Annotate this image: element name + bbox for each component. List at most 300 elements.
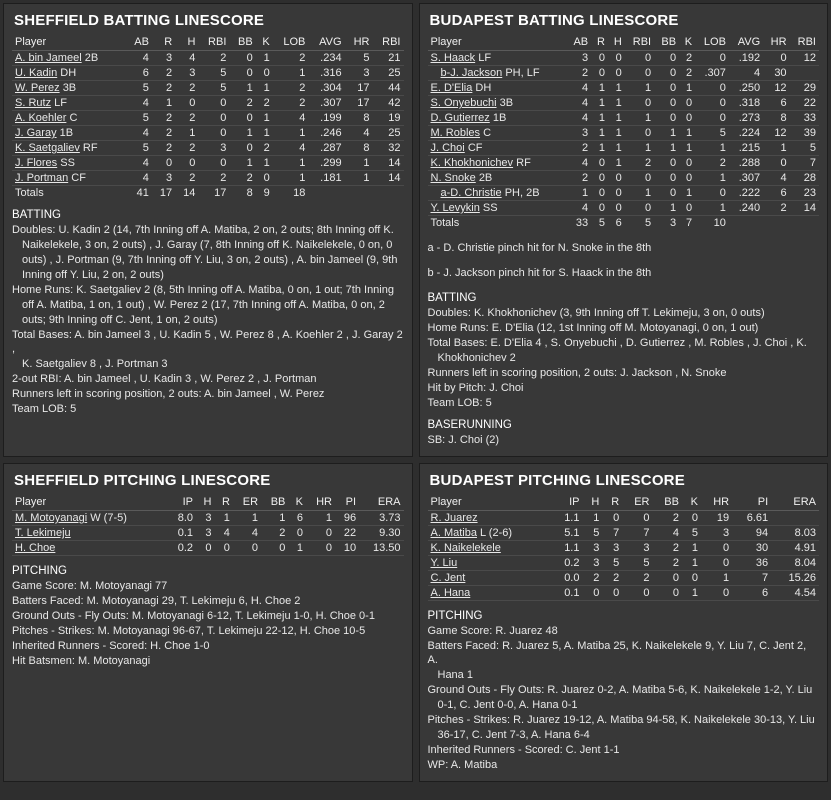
player-cell bbox=[428, 171, 567, 186]
col-lob: LOB bbox=[695, 34, 729, 51]
player-name-link[interactable]: N. Snoke bbox=[430, 172, 476, 184]
stat-bb: 2 bbox=[653, 511, 682, 526]
col-r: R bbox=[591, 34, 608, 51]
player-name-link[interactable]: K. Saetgaliev bbox=[15, 142, 80, 154]
stat-hr: 1 bbox=[763, 141, 789, 156]
stat-hr: 0 bbox=[306, 526, 335, 541]
player-name-link[interactable]: D. Gutierrez bbox=[430, 112, 490, 124]
player-name-link[interactable]: H. Choe bbox=[15, 542, 56, 554]
pitching-notes-section bbox=[428, 609, 820, 772]
stat-r: 0 bbox=[152, 156, 175, 171]
player-name-link[interactable]: E. D'Elia bbox=[430, 82, 473, 94]
player-position: DH bbox=[475, 82, 492, 94]
stat-rbi: 0 bbox=[198, 96, 229, 111]
player-position: 1B bbox=[492, 112, 507, 124]
stat-hr: 30 bbox=[763, 66, 789, 81]
stat-rbi: 0 bbox=[625, 171, 654, 186]
stat-k: 0 bbox=[288, 526, 306, 541]
stat-hr: 1 bbox=[306, 511, 335, 526]
totals-r: 17 bbox=[152, 186, 175, 201]
note-line: K. Saetgaliev 8 , J. Portman 3 bbox=[22, 358, 168, 370]
table-row[interactable] bbox=[12, 81, 404, 96]
col-bb: BB bbox=[654, 34, 679, 51]
stat-h: 1 bbox=[582, 511, 602, 526]
stat-ip: 1.1 bbox=[552, 511, 582, 526]
table-row[interactable] bbox=[428, 586, 820, 601]
player-name-link[interactable]: M. Robles bbox=[430, 127, 481, 139]
player-name-link[interactable]: K. Khokhonichev bbox=[430, 157, 514, 169]
stat-lob: 0 bbox=[695, 51, 729, 66]
note-line: Team LOB: 5 bbox=[427, 397, 492, 409]
player-name-link[interactable]: S. Haack bbox=[430, 52, 476, 64]
player-name-link[interactable]: S. Onyebuchi bbox=[430, 97, 497, 109]
stat-r: 2 bbox=[152, 111, 175, 126]
col-rbi-season: RBI bbox=[790, 34, 819, 51]
stat-ab: 3 bbox=[566, 51, 591, 66]
stat-k: 1 bbox=[679, 186, 695, 201]
stat-k: 1 bbox=[256, 111, 273, 126]
table-row[interactable] bbox=[12, 511, 404, 526]
player-position: PH, LF bbox=[505, 67, 540, 79]
stat-avg: .304 bbox=[308, 81, 344, 96]
stat-bb: 2 bbox=[261, 526, 288, 541]
stat-ip: 0.2 bbox=[168, 541, 196, 556]
stat-k: 1 bbox=[679, 126, 695, 141]
player-position: RF bbox=[516, 157, 531, 169]
stat-hr: 0 bbox=[763, 51, 789, 66]
totals-hr bbox=[763, 216, 789, 231]
player-position: C bbox=[69, 112, 78, 124]
stat-h: 1 bbox=[608, 141, 625, 156]
player-name-link[interactable]: b-J. Jackson bbox=[440, 67, 503, 79]
stat-rbi: 0 bbox=[625, 51, 654, 66]
stat-rbi-season: 32 bbox=[372, 141, 403, 156]
player-name-link[interactable]: Y. Levykin bbox=[430, 202, 480, 214]
stat-k: 0 bbox=[679, 96, 695, 111]
panel-title: SHEFFIELD BATTING LINESCORE bbox=[14, 12, 265, 29]
pitching-notes-section bbox=[12, 564, 404, 668]
totals-k: 9 bbox=[256, 186, 273, 201]
player-position: SS bbox=[482, 202, 498, 214]
stat-k: 2 bbox=[679, 51, 695, 66]
stat-hr: 3 bbox=[345, 66, 373, 81]
stat-h: 1 bbox=[608, 111, 625, 126]
player-name-link[interactable]: A. Hana bbox=[430, 587, 471, 599]
player-position: CF bbox=[467, 142, 483, 154]
player-name-link[interactable]: J. Choi bbox=[430, 142, 465, 154]
stat-era: 8.04 bbox=[771, 556, 819, 571]
stat-hr: 12 bbox=[763, 81, 789, 96]
stat-h: 3 bbox=[582, 541, 602, 556]
stat-rbi-season: 28 bbox=[790, 171, 819, 186]
stat-bb: 2 bbox=[229, 171, 255, 186]
player-name-link[interactable]: M. Motoyanagi bbox=[15, 512, 88, 524]
stat-r: 0 bbox=[214, 541, 232, 556]
stat-r: 1 bbox=[591, 111, 608, 126]
stat-rbi-season bbox=[790, 66, 819, 81]
stat-ip: 0.2 bbox=[552, 556, 582, 571]
table-row[interactable] bbox=[12, 141, 404, 156]
table-row[interactable] bbox=[428, 541, 820, 556]
stat-k: 5 bbox=[682, 526, 701, 541]
table-row[interactable] bbox=[12, 111, 404, 126]
player-position: 2B bbox=[84, 52, 99, 64]
col-k: K bbox=[679, 34, 695, 51]
stat-era: 9.30 bbox=[359, 526, 403, 541]
note-line: outs) , J. Portman (9, 7th Inning off Y. Liu, 3 on, 2 outs) , A. bin Jameel (9, 9th bbox=[22, 254, 398, 266]
stat-bb: 0 bbox=[653, 571, 682, 586]
stat-k: 1 bbox=[679, 81, 695, 96]
stat-k: 1 bbox=[679, 141, 695, 156]
stat-lob: 1 bbox=[273, 66, 309, 81]
panel-title: BUDAPEST PITCHING LINESCORE bbox=[429, 472, 685, 489]
stat-pi: 22 bbox=[335, 526, 359, 541]
player-name-link[interactable]: A. Koehler bbox=[15, 112, 67, 124]
player-cell bbox=[428, 141, 567, 156]
note-line: Ground Outs - Fly Outs: R. Juarez 0-2, A. Matiba 5-6, K. Naikelekele 1-2, Y. Liu bbox=[427, 684, 813, 696]
stat-rbi-season: 14 bbox=[372, 171, 403, 186]
col-bb: BB bbox=[653, 494, 682, 511]
header-row bbox=[12, 34, 404, 51]
totals-rbi: 17 bbox=[198, 186, 229, 201]
table-row[interactable] bbox=[428, 186, 820, 201]
note-line: Doubles: K. Khokhonichev (3, 9th Inning off T. Lekimeju, 3 on, 0 outs) bbox=[427, 307, 765, 319]
note-line: off A. Matiba, 1 on, 1 out) , W. Perez 2 (17, 7th Inning off A. Matiba, 0 on, 2 bbox=[22, 299, 385, 311]
sheffield-batting-panel bbox=[3, 3, 413, 457]
note-line: Pitches - Strikes: M. Motoyanagi 96-67, T. Lekimeju 22-12, H. Choe 10-5 bbox=[12, 625, 366, 637]
totals-lob: 18 bbox=[273, 186, 309, 201]
player-name-link[interactable]: A. Matiba bbox=[430, 527, 477, 539]
stat-bb: 0 bbox=[229, 111, 255, 126]
stat-rbi-season: 19 bbox=[372, 111, 403, 126]
player-name-link[interactable]: R. Juarez bbox=[430, 512, 478, 524]
totals-label: Totals bbox=[12, 186, 126, 201]
stat-k: 1 bbox=[288, 541, 306, 556]
player-name-link[interactable]: C. Jent bbox=[430, 572, 466, 584]
stat-pi: 6.61 bbox=[732, 511, 771, 526]
totals-ab: 41 bbox=[126, 186, 152, 201]
stat-avg: .222 bbox=[729, 186, 763, 201]
table-row[interactable] bbox=[428, 511, 820, 526]
pitching-row bbox=[0, 460, 831, 785]
note-line: Batters Faced: M. Motoyanagi 29, T. Lekimeju 6, H. Choe 2 bbox=[12, 595, 301, 607]
stat-r: 0 bbox=[591, 156, 608, 171]
stat-ab: 6 bbox=[126, 66, 152, 81]
stat-avg: 4 bbox=[729, 66, 763, 81]
stat-hr: 1 bbox=[701, 571, 732, 586]
totals-r: 5 bbox=[591, 216, 608, 231]
table-row[interactable] bbox=[12, 96, 404, 111]
player-cell bbox=[12, 81, 126, 96]
stat-hr: 0 bbox=[306, 541, 335, 556]
stat-bb: 0 bbox=[654, 66, 679, 81]
sheffield-pitching-table bbox=[12, 494, 404, 556]
player-name-link[interactable]: T. Lekimeju bbox=[15, 527, 71, 539]
stat-k: 1 bbox=[682, 556, 701, 571]
table-row[interactable] bbox=[428, 81, 820, 96]
table-row[interactable] bbox=[428, 141, 820, 156]
stat-lob: 1 bbox=[695, 201, 729, 216]
col-k: K bbox=[682, 494, 701, 511]
stat-hr: 1 bbox=[345, 156, 373, 171]
note-line: outs; 9th Inning off C. Jent, 1 on, 2 outs) bbox=[22, 314, 218, 326]
stat-avg: .318 bbox=[729, 96, 763, 111]
player-name-link[interactable]: A. bin Jameel bbox=[15, 52, 82, 64]
table-row[interactable] bbox=[428, 156, 820, 171]
stat-rbi: 1 bbox=[625, 186, 654, 201]
stat-bb: 0 bbox=[654, 111, 679, 126]
budapest-batting-table bbox=[428, 34, 820, 230]
note-line: Khokhonichev 2 bbox=[437, 352, 516, 364]
note-line: 36-17, C. Jent 7-3, A. Hana 6-4 bbox=[437, 729, 590, 741]
stat-rbi: 0 bbox=[625, 126, 654, 141]
stat-avg: .234 bbox=[308, 51, 344, 66]
table-header bbox=[428, 34, 820, 51]
col-h: H bbox=[175, 34, 198, 51]
player-cell bbox=[12, 66, 126, 81]
totals-h: 14 bbox=[175, 186, 198, 201]
table-row[interactable] bbox=[428, 66, 820, 81]
stat-er: 3 bbox=[622, 541, 652, 556]
totals-ab: 33 bbox=[566, 216, 591, 231]
stat-ab: 4 bbox=[566, 201, 591, 216]
stat-k: 2 bbox=[256, 141, 273, 156]
stat-r: 5 bbox=[602, 556, 622, 571]
table-row[interactable] bbox=[428, 126, 820, 141]
note-line: Inherited Runners - Scored: H. Choe 1-0 bbox=[12, 640, 210, 652]
player-name-link[interactable]: J. Portman bbox=[15, 172, 69, 184]
stat-rbi: 1 bbox=[625, 141, 654, 156]
stat-pi: 30 bbox=[732, 541, 771, 556]
note-line: Runners left in scoring position, 2 outs: A. bin Jameel , W. Perez bbox=[12, 388, 325, 400]
stat-bb: 0 bbox=[654, 186, 679, 201]
stat-er: 0 bbox=[622, 511, 652, 526]
stat-hr: 17 bbox=[345, 81, 373, 96]
stat-h: 5 bbox=[582, 526, 602, 541]
stat-rbi: 0 bbox=[625, 96, 654, 111]
stat-ab: 4 bbox=[566, 111, 591, 126]
stat-r: 0 bbox=[602, 511, 622, 526]
totals-row bbox=[428, 216, 820, 231]
header-row bbox=[428, 34, 820, 51]
stat-r: 4 bbox=[214, 526, 232, 541]
stat-r: 1 bbox=[591, 96, 608, 111]
player-position: CF bbox=[71, 172, 86, 184]
stat-k: 0 bbox=[679, 156, 695, 171]
table-row[interactable] bbox=[428, 96, 820, 111]
totals-rbi: 5 bbox=[625, 216, 654, 231]
stat-avg: .273 bbox=[729, 111, 763, 126]
stat-r: 2 bbox=[152, 141, 175, 156]
player-name-link[interactable]: a-D. Christie bbox=[440, 187, 502, 199]
stat-rbi: 1 bbox=[625, 111, 654, 126]
totals-h: 6 bbox=[608, 216, 625, 231]
player-cell bbox=[428, 556, 553, 571]
table-body bbox=[12, 51, 404, 201]
stat-r: 1 bbox=[214, 511, 232, 526]
stat-hr: 8 bbox=[345, 141, 373, 156]
col-avg: AVG bbox=[308, 34, 344, 51]
stat-hr: 0 bbox=[701, 556, 732, 571]
stat-r: 2 bbox=[152, 81, 175, 96]
col-pi: PI bbox=[732, 494, 771, 511]
stat-hr: 0 bbox=[701, 586, 732, 601]
stat-pi: 6 bbox=[732, 586, 771, 601]
stat-lob: 2 bbox=[273, 81, 309, 96]
stat-er: 1 bbox=[233, 511, 261, 526]
table-row[interactable] bbox=[428, 556, 820, 571]
player-cell bbox=[12, 171, 126, 186]
table-header bbox=[12, 494, 404, 511]
section-head: BASERUNNING bbox=[427, 419, 512, 431]
table-row[interactable] bbox=[12, 541, 404, 556]
stat-rbi: 2 bbox=[198, 51, 229, 66]
player-cell bbox=[428, 81, 567, 96]
stat-rbi-season: 22 bbox=[790, 96, 819, 111]
section-head: PITCHING bbox=[427, 610, 483, 622]
stat-er: 5 bbox=[622, 556, 652, 571]
player-position: 3B bbox=[62, 82, 77, 94]
stat-avg: .287 bbox=[308, 141, 344, 156]
stat-pi: 36 bbox=[732, 556, 771, 571]
section-head: BATTING bbox=[427, 292, 477, 304]
stat-r: 0 bbox=[591, 51, 608, 66]
table-row[interactable] bbox=[12, 526, 404, 541]
stat-r: 0 bbox=[591, 201, 608, 216]
col-ip: IP bbox=[168, 494, 196, 511]
stat-ip: 0.0 bbox=[552, 571, 582, 586]
stat-lob: 5 bbox=[695, 126, 729, 141]
stat-r: 7 bbox=[602, 526, 622, 541]
stat-rbi-season: 14 bbox=[790, 201, 819, 216]
table-row[interactable] bbox=[428, 571, 820, 586]
stat-ab: 4 bbox=[566, 156, 591, 171]
stat-hr: 8 bbox=[763, 111, 789, 126]
player-position: 2B bbox=[478, 172, 493, 184]
player-name-link[interactable]: J. Garay bbox=[15, 127, 57, 139]
stat-bb: 1 bbox=[261, 511, 288, 526]
stat-avg: .240 bbox=[729, 201, 763, 216]
totals-hr bbox=[345, 186, 373, 201]
stat-k: 0 bbox=[682, 511, 701, 526]
stat-hr: 2 bbox=[763, 201, 789, 216]
note-line: WP: A. Matiba bbox=[427, 759, 498, 771]
player-cell bbox=[428, 526, 553, 541]
col-hr: HR bbox=[345, 34, 373, 51]
stat-ab: 4 bbox=[126, 171, 152, 186]
stat-rbi: 0 bbox=[198, 126, 229, 141]
stat-era: 4.54 bbox=[771, 586, 819, 601]
stat-h: 1 bbox=[175, 126, 198, 141]
player-cell bbox=[428, 571, 553, 586]
stat-lob: 1 bbox=[273, 156, 309, 171]
stat-rbi-season: 44 bbox=[372, 81, 403, 96]
table-row[interactable] bbox=[12, 66, 404, 81]
player-name-link[interactable]: S. Rutz bbox=[15, 97, 52, 109]
budapest-batting-panel bbox=[419, 3, 829, 457]
totals-rbi-season bbox=[790, 216, 819, 231]
stat-lob: 2 bbox=[695, 156, 729, 171]
player-name-link[interactable]: W. Perez bbox=[15, 82, 60, 94]
stat-k: 0 bbox=[256, 171, 273, 186]
table-row[interactable] bbox=[12, 126, 404, 141]
stat-k: 0 bbox=[682, 571, 701, 586]
player-position: SS bbox=[60, 157, 75, 169]
stat-k: 2 bbox=[256, 96, 273, 111]
note-line: Home Runs: E. D'Elia (12, 1st Inning off M. Motoyanagi, 0 on, 1 out) bbox=[427, 322, 759, 334]
totals-bb: 8 bbox=[229, 186, 255, 201]
player-name-link[interactable]: J. Flores bbox=[15, 157, 58, 169]
stat-rbi-season: 25 bbox=[372, 66, 403, 81]
stat-bb: 0 bbox=[261, 541, 288, 556]
table-row[interactable] bbox=[12, 171, 404, 186]
stat-er: 0 bbox=[622, 586, 652, 601]
stat-avg: .299 bbox=[308, 156, 344, 171]
header-row bbox=[12, 494, 404, 511]
col-era: ERA bbox=[771, 494, 819, 511]
totals-bb: 3 bbox=[654, 216, 679, 231]
col-k: K bbox=[288, 494, 306, 511]
table-row[interactable] bbox=[428, 171, 820, 186]
table-row[interactable] bbox=[12, 51, 404, 66]
note-line: Hana 1 bbox=[437, 669, 473, 681]
col-r: R bbox=[152, 34, 175, 51]
stat-era bbox=[771, 511, 819, 526]
stat-k: 0 bbox=[679, 201, 695, 216]
sheffield-batting-table bbox=[12, 34, 404, 200]
stat-ab: 2 bbox=[566, 66, 591, 81]
batting-notes-section bbox=[428, 291, 820, 410]
col-rbi: RBI bbox=[198, 34, 229, 51]
player-name-link[interactable]: U. Kadin bbox=[15, 67, 58, 79]
stat-lob: 1 bbox=[695, 141, 729, 156]
stat-ab: 5 bbox=[126, 81, 152, 96]
col-h: H bbox=[196, 494, 214, 511]
table-row[interactable] bbox=[428, 201, 820, 216]
stat-avg: .246 bbox=[308, 126, 344, 141]
stat-k: 1 bbox=[256, 81, 273, 96]
stat-r: 3 bbox=[152, 171, 175, 186]
table-row[interactable] bbox=[428, 51, 820, 66]
player-position: LF bbox=[54, 97, 67, 109]
stat-bb: 0 bbox=[229, 66, 255, 81]
player-name-link[interactable]: Y. Liu bbox=[430, 557, 458, 569]
budapest-pitching-panel bbox=[419, 463, 829, 782]
stat-h: 0 bbox=[608, 201, 625, 216]
col-er: ER bbox=[233, 494, 261, 511]
stat-pi: 94 bbox=[732, 526, 771, 541]
player-name-link[interactable]: K. Naikelekele bbox=[430, 542, 501, 554]
stat-ab: 4 bbox=[126, 126, 152, 141]
player-position: C bbox=[483, 127, 492, 139]
stat-avg: .192 bbox=[729, 51, 763, 66]
totals-rbi-season bbox=[372, 186, 403, 201]
stat-ab: 5 bbox=[126, 141, 152, 156]
note-line: Inning off Y. Liu, 2 on, 2 outs) bbox=[22, 269, 164, 281]
note-line: Home Runs: K. Saetgaliev 2 (8, 5th Inning off A. Matiba, 0 on, 1 out; 7th Inning bbox=[12, 284, 394, 296]
col-player: Player bbox=[12, 34, 126, 51]
totals-lob: 10 bbox=[695, 216, 729, 231]
table-row[interactable] bbox=[428, 526, 820, 541]
stat-h: 0 bbox=[175, 96, 198, 111]
player-cell bbox=[12, 51, 126, 66]
stat-k: 0 bbox=[679, 171, 695, 186]
stat-k: 0 bbox=[256, 66, 273, 81]
stat-ab: 4 bbox=[126, 51, 152, 66]
totals-avg bbox=[308, 186, 344, 201]
table-row[interactable] bbox=[12, 156, 404, 171]
table-row[interactable] bbox=[428, 111, 820, 126]
